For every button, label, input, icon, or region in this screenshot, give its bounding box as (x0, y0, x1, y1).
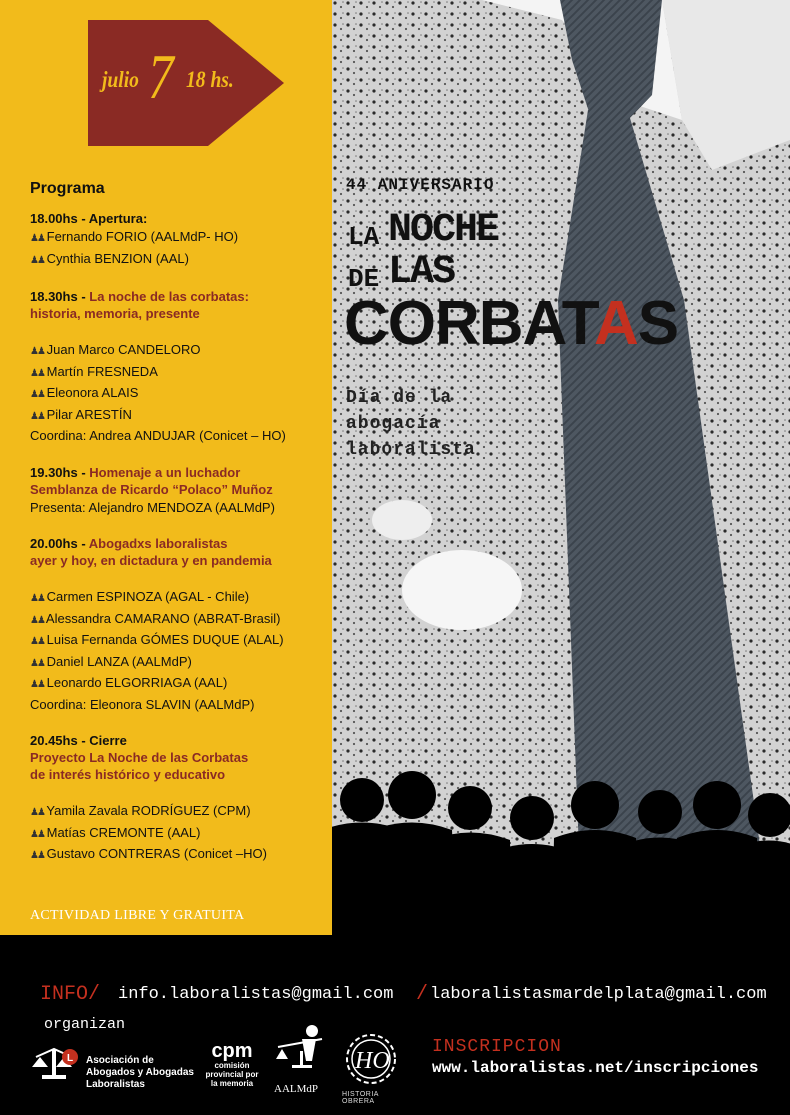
closing-subtitle-2: de interés histórico y educativo (30, 767, 226, 782)
panel1-head: 18.30hs - La noche de las corbatas: (30, 289, 249, 304)
program-panel-1 (30, 288, 330, 446)
people-icon: ♟♟ (30, 410, 44, 422)
ho-mark: HO (355, 1048, 390, 1074)
logo-historia-obrera (338, 1031, 408, 1105)
people-icon: ♟♟ (30, 233, 44, 244)
tie-illustration (332, 0, 790, 935)
org1-name: Asociación de Abogados y Abogadas Laboralistas (86, 1055, 194, 1090)
panel2-presenter: Presenta: Alejandro MENDOZA (AALMdP) (30, 499, 275, 515)
people-icon: ♟♟ (30, 679, 44, 690)
people-icon: ♟♟ (30, 389, 44, 400)
panel3-subtitle: ayer y hoy, en dictadura y en pandemia (30, 553, 272, 568)
anniversary-label: 44 ANIVERSARIO (346, 176, 495, 194)
registration-label: INSCRIPCION (432, 1037, 562, 1057)
panel2-subtitle: Semblanza de Ricardo “Polaco” Muñoz (30, 481, 273, 497)
scales-icon (30, 1045, 80, 1087)
program-opening (30, 210, 330, 270)
people-icon: ♟♟ (30, 614, 44, 626)
people-icon: ♟♟ (30, 850, 44, 861)
speaker: ♟♟ Gustavo CONTRERAS (Conicet –HO) (30, 844, 330, 866)
date-day: 7 (148, 41, 174, 112)
cpm-name: comisión provincial por la memoria (205, 1061, 259, 1088)
free-activity-note: ACTIVIDAD LIBRE Y GRATUITA (30, 908, 245, 923)
logo-aal (30, 1043, 200, 1093)
organizers-label: organizan (44, 1016, 126, 1033)
title-noche: NOCHE (388, 208, 499, 253)
panel3-head: 20.00hs - Abogadxs laboralistas (30, 536, 228, 551)
program-panel (0, 0, 332, 935)
people-icon: ♟♟ (30, 828, 44, 840)
people-icon: ♟♟ (30, 367, 44, 379)
justice-figure-icon (272, 1021, 330, 1081)
panel1-coordinator: Coordina: Andrea ANDUJAR (Conicet – HO) (30, 428, 286, 443)
panel1-subtitle: historia, memoria, presente (30, 306, 200, 321)
aalmdp-name: AALMdP (274, 1083, 319, 1095)
speaker: ♟♟ Pilar ARESTÍN (30, 405, 330, 427)
program-list (30, 180, 330, 884)
people-icon: ♟♟ (30, 657, 44, 669)
date-month: julio (102, 67, 139, 92)
panel3-coordinator: Coordina: Eleonora SLAVIN (AALMdP) (30, 696, 255, 712)
program-title: Programa (30, 180, 105, 197)
speaker: ♟♟ Fernando FORIO (AALMdP- HO) (30, 227, 330, 249)
speaker: ♟♟ Juan Marco CANDELORO (30, 340, 330, 362)
mdp-email[interactable]: laboralistasmardelplata@gmail.com (430, 985, 767, 1004)
opening-head: 18.00hs - Apertura: (30, 211, 148, 226)
program-panel-2 (30, 464, 330, 518)
people-icon: ♟♟ (30, 807, 44, 818)
date-time: 18 hs. (186, 67, 234, 92)
people-icon: ♟♟ (30, 636, 44, 647)
poster-artwork (332, 0, 790, 935)
speaker: ♟♟ Cynthia BENZION (AAL) (30, 249, 330, 271)
closing-subtitle-1: Proyecto La Noche de las Corbatas (30, 750, 249, 765)
speaker: ♟♟ Leonardo ELGORRIAGA (AAL) (30, 673, 330, 695)
speaker: ♟♟ Eleonora ALAIS (30, 383, 330, 405)
panel2-head: 19.30hs - Homenaje a un luchador (30, 464, 241, 480)
speaker: ♟♟ Alessandra CAMARANO (ABRAT-Brasil) (30, 609, 330, 631)
gear-ho-icon (338, 1031, 404, 1089)
svg-text:L: L (67, 1053, 74, 1064)
speaker: ♟♟ Yamila Zavala RODRÍGUEZ (CPM) (30, 801, 330, 823)
speaker: ♟♟ Martín FRESNEDA (30, 362, 330, 384)
ho-name: HISTORIA OBRERA (342, 1091, 379, 1105)
speaker: ♟♟ Luisa Fernanda GÓMES DUQUE (ALAL) (30, 630, 330, 652)
speaker: ♟♟ Carmen ESPINOZA (AGAL - Chile) (30, 587, 330, 609)
subtitle-dia: Día de la abogacía laboralista (346, 388, 476, 460)
speaker: ♟♟ Matías CREMONTE (AAL) (30, 823, 330, 845)
cpm-mark: cpm (211, 1040, 253, 1062)
people-icon: ♟♟ (30, 254, 44, 266)
people-icon: ♟♟ (30, 346, 44, 357)
program-closing (30, 732, 330, 866)
speaker: ♟♟ Daniel LANZA (AALMdP) (30, 652, 330, 674)
title-de: DE (348, 264, 380, 294)
logo-cpm (202, 1041, 262, 1093)
people-icon: ♟♟ (30, 593, 44, 604)
date-badge (88, 20, 284, 146)
logo-aalmdp (272, 1021, 330, 1107)
title-las: LAS (388, 250, 455, 295)
closing-head: 20.45hs - Cierre (30, 733, 127, 748)
info-email[interactable]: info.laboralistas@gmail.com (118, 985, 394, 1004)
registration-link[interactable]: www.laboralistas.net/inscripciones (432, 1059, 759, 1077)
title-la: LA (348, 222, 380, 252)
program-panel-3 (30, 535, 330, 714)
info-label: INFO/ (40, 983, 101, 1006)
footer (0, 935, 790, 1115)
title-corbatas: CORBATAS (344, 289, 679, 358)
email-separator: / (416, 983, 429, 1006)
title-highlight-letter: A (594, 289, 638, 358)
